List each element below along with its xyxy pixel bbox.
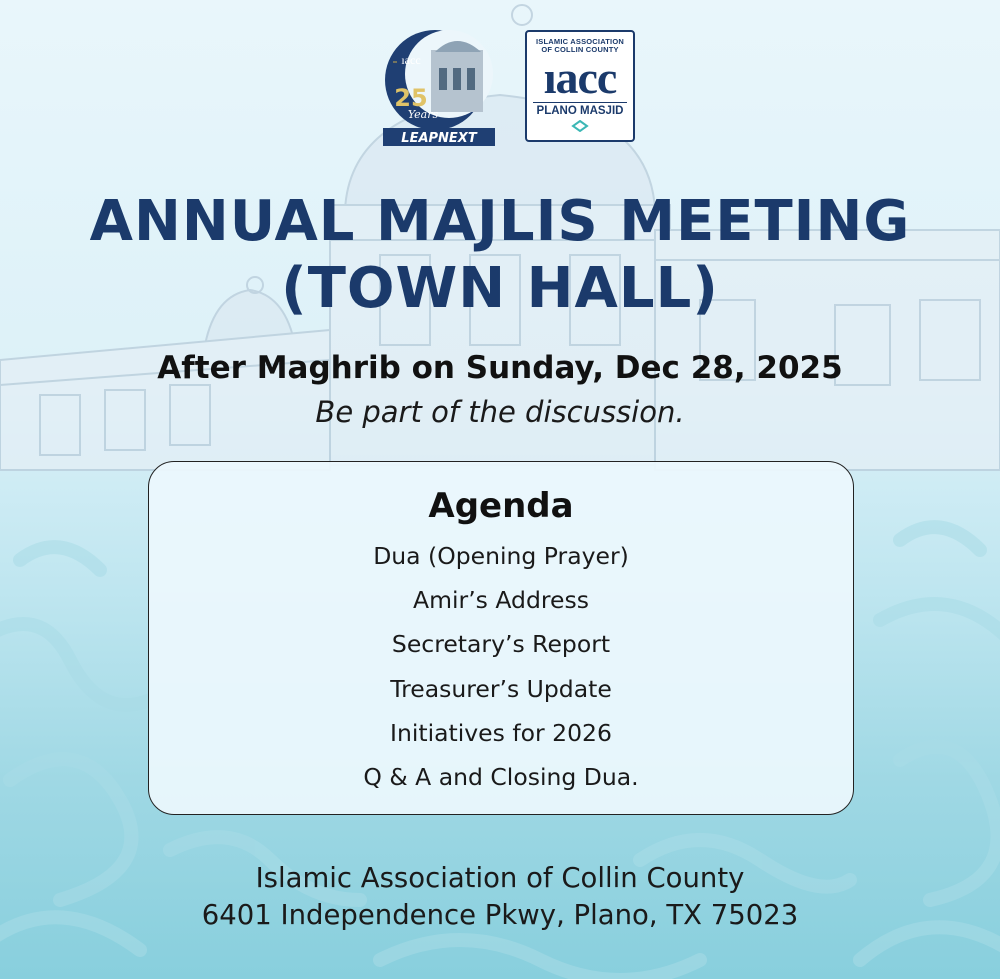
anniversary-logo (383, 22, 495, 152)
agenda-card (148, 461, 854, 815)
agenda-heading: Agenda (428, 486, 574, 526)
iacc-25-years-leapnext-logo-icon (383, 22, 495, 152)
iacc-logo-mark: ıacc (543, 52, 617, 103)
iacc-logo-org-line2: OF COLLIN COUNTY (541, 45, 619, 54)
iacc-plano-masjid-logo (525, 30, 635, 142)
svg-text:25: 25 (394, 84, 428, 112)
svg-text:ıacc: ıacc (401, 53, 421, 67)
event-date: After Maghrib on Sunday, Dec 28, 2025 (157, 350, 843, 386)
agenda-item: Q & A and Closing Dua. (363, 762, 639, 791)
agenda-item: Initiatives for 2026 (390, 718, 612, 747)
svg-text:LEAPNEXT: LEAPNEXT (401, 131, 477, 146)
iacc-logo-plano: PLANO MASJID (533, 102, 627, 117)
agenda-list (149, 534, 853, 799)
footer-organization: Islamic Association of Collin County (255, 862, 745, 894)
page-title-line1: ANNUAL MAJLIS MEETING (89, 189, 911, 254)
tagline: Be part of the discussion. (315, 395, 685, 429)
agenda-item: Treasurer’s Update (390, 674, 612, 703)
agenda-item: Secretary’s Report (391, 630, 611, 659)
footer-address: 6401 Independence Pkwy, Plano, TX 75023 (201, 899, 799, 931)
svg-text:Years: Years (407, 108, 439, 121)
agenda-item: Amir’s Address (413, 586, 589, 615)
page-title-line2: (TOWN HALL) (281, 256, 719, 321)
agenda-item: Dua (Opening Prayer) (373, 542, 629, 570)
logo-row (0, 0, 1000, 160)
iacc-logo-org-line1: ISLAMIC ASSOCIATION (536, 37, 624, 46)
ornament-icon (565, 120, 595, 132)
